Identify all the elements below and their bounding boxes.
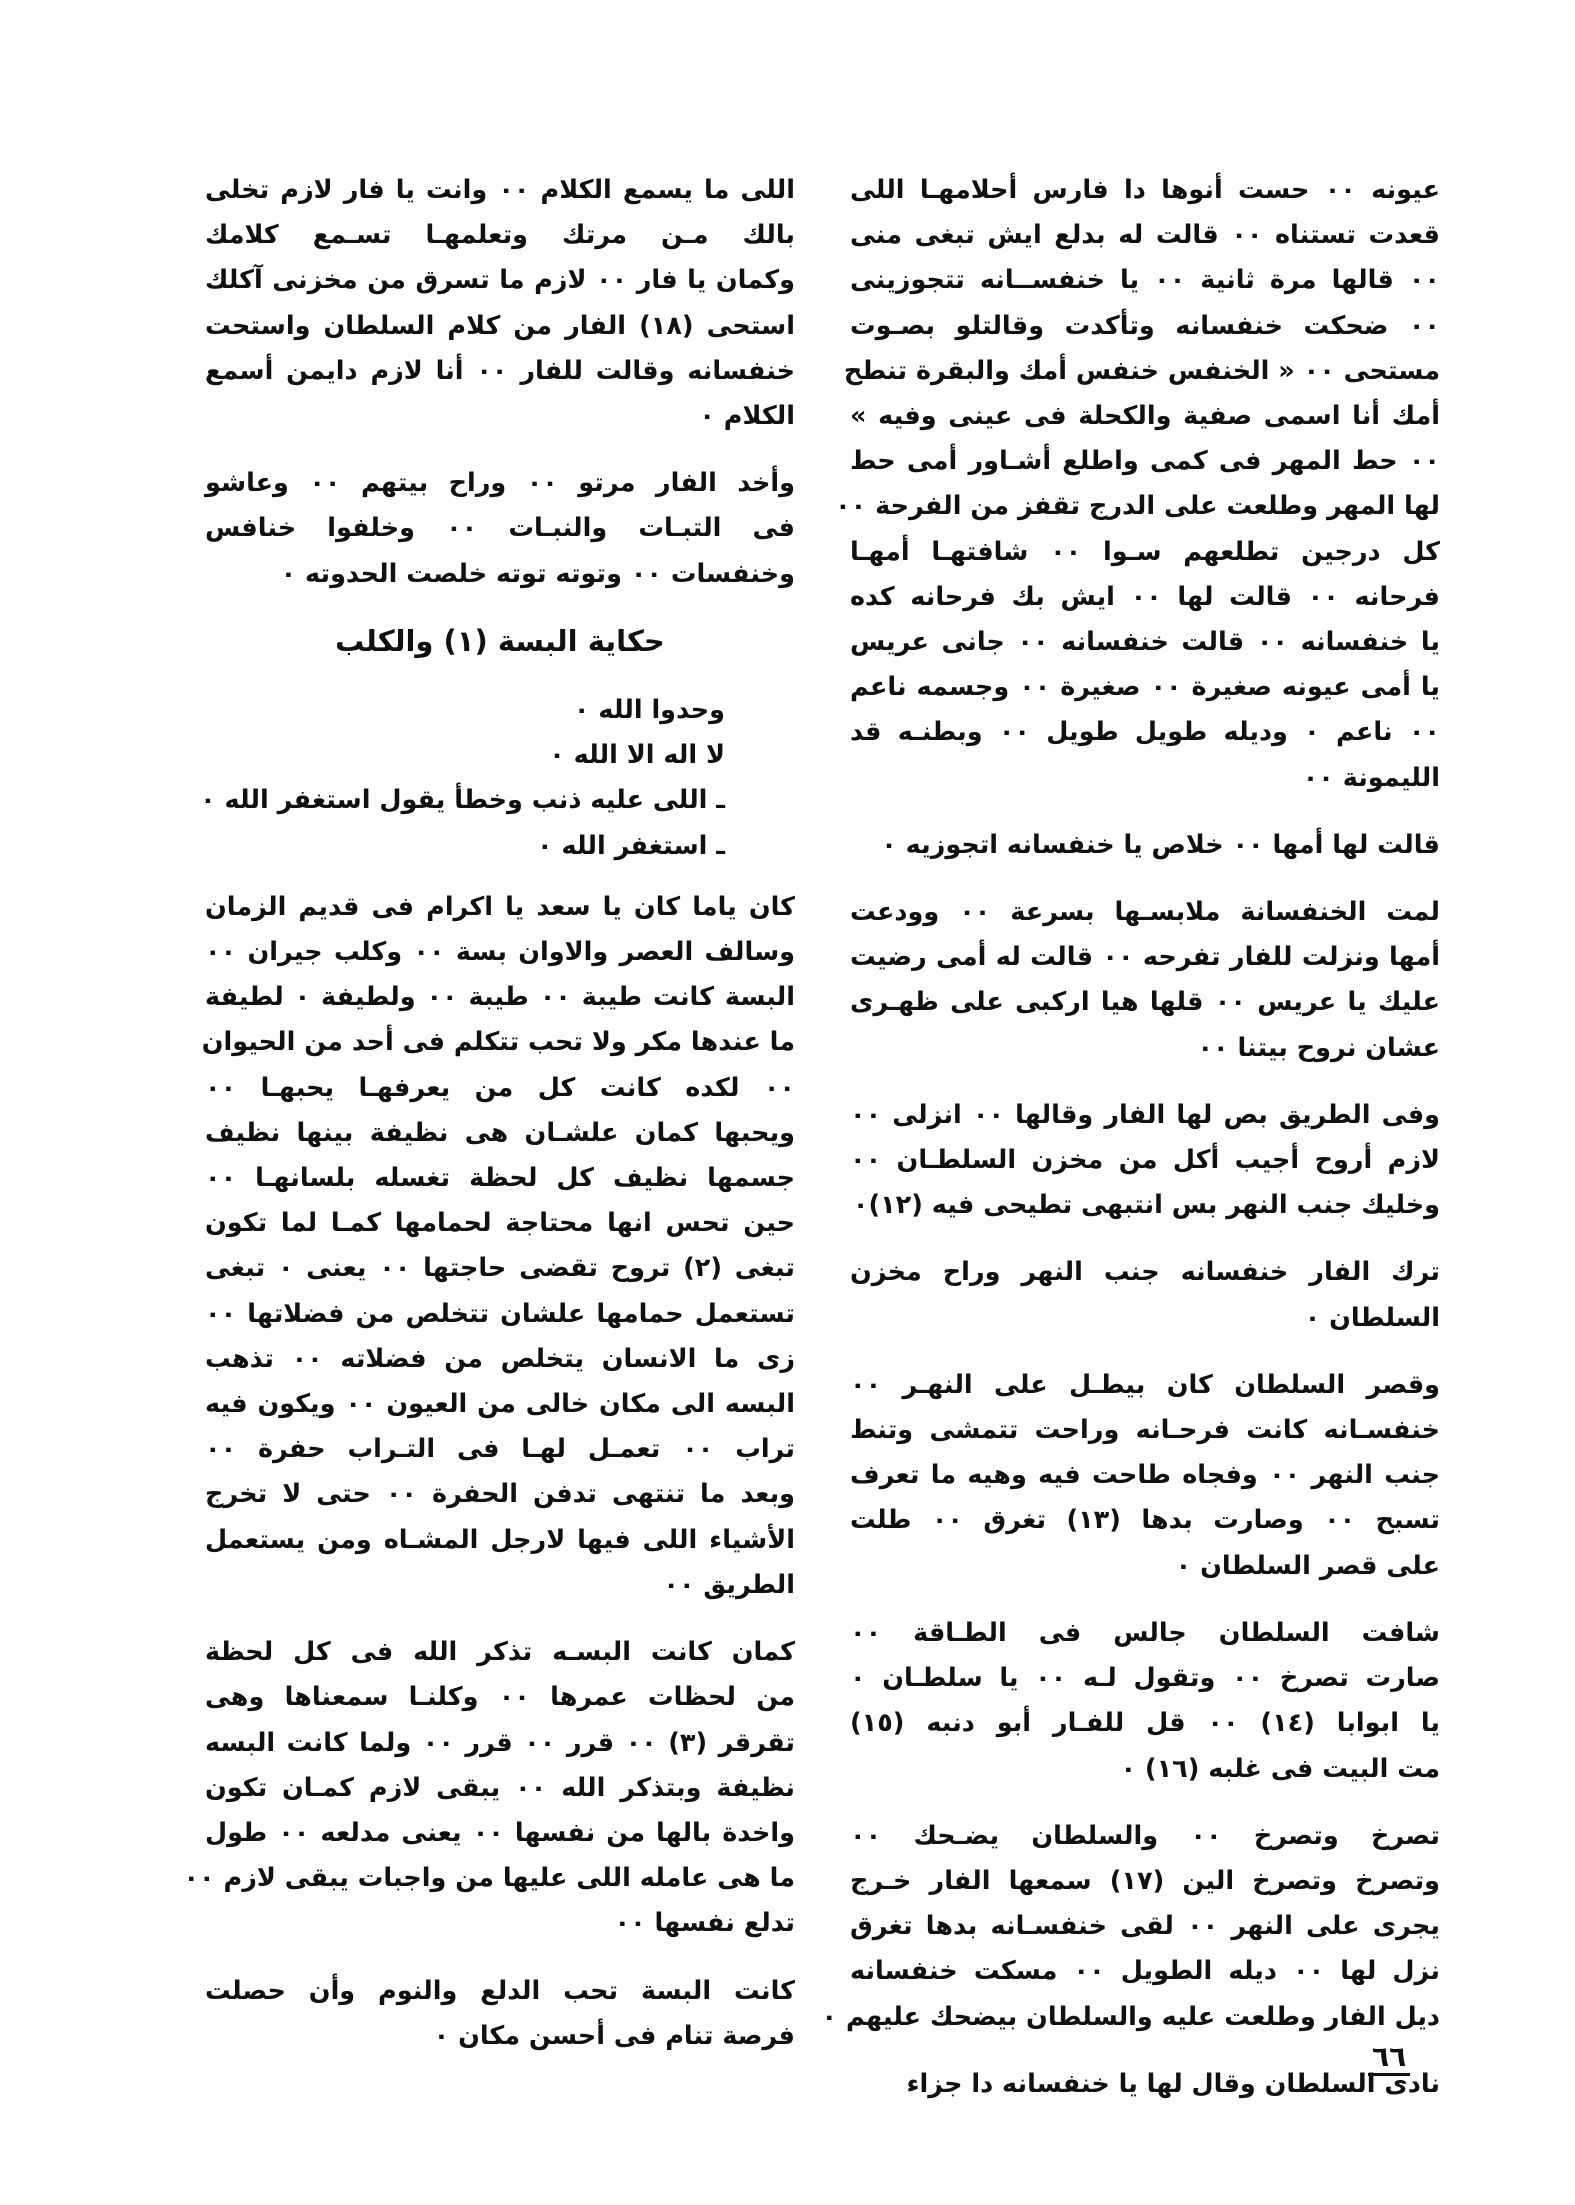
paragraph <box>850 1363 1440 1589</box>
paragraph <box>205 168 795 439</box>
text-line: وبعد ما تنتهى تدفن الحفرة ٠٠ حتى لا تخرج <box>205 1479 795 1510</box>
text-line: وخنفسات ٠٠ وتوته توته خلصت الحدوته ٠ <box>280 558 795 589</box>
paragraph <box>850 823 1440 868</box>
text-line: يا أمى عيونه صغيرة ٠٠ صغيرة ٠٠ وجسمه ناعم <box>850 672 1440 703</box>
text-line: حين تحس انها محتاجة لحمامها كمـا لما تكون <box>205 1208 795 1239</box>
text-line: على قصر السلطان ٠ <box>1175 1550 1440 1581</box>
story-heading: حكاية البسة (١) والكلب <box>335 623 665 658</box>
text-line: ما عندها مكر ولا تحب تتكلم فى أحد من الحيوان <box>201 1027 795 1058</box>
text-line: عليك يا عريس ٠٠ قلها هيا اركبى على ظهـرى <box>850 987 1440 1018</box>
text-line: وسالف العصر والاوان بسة ٠٠ وكلب جيران ٠٠ <box>205 937 796 968</box>
text-line: نادى السلطان وقال لها يا خنفسانه دا جزاء <box>906 2068 1440 2099</box>
text-line: يا ابوابا (١٤) ٠٠ قل للفـار أبو دنبه (١٥) <box>850 1708 1440 1739</box>
text-line: خنفسـانه كانت فرحـانه وراحت تتمشى وتنط <box>850 1415 1440 1446</box>
text-line: بالك مـن مرتك وتعلمهـا تسـمع كلامك <box>205 220 795 251</box>
text-line: فى التبـات والنبـات ٠٠ وخلفوا خنافس <box>205 513 795 544</box>
text-line: الليمونة ٠٠ <box>1302 762 1440 793</box>
text-line: نظيفة وبتذكر الله ٠٠ يبقى لازم كمـان تكون <box>205 1772 795 1803</box>
text-line: البسه الى مكان خالى من العيون ٠٠ ويكون فيه <box>205 1389 795 1420</box>
paragraph <box>850 1611 1440 1792</box>
right-text-column <box>821 168 1441 2129</box>
text-line: ويحبها كمان علشـان هى نظيفة بينها نظيف <box>205 1117 795 1148</box>
text-line: كانت البسة تحب الدلع والنوم وأن حصلت <box>205 1975 795 2006</box>
text-line: لمت الخنفسانة ملابسـها بسرعة ٠٠ وودعت <box>850 897 1441 928</box>
text-line: فرصة تنام فى أحسن مكان ٠ <box>433 2020 795 2051</box>
text-line: تبغى (٢) تروح تقضى حاجتها ٠٠ يعنى ٠ تبغى <box>205 1253 795 1284</box>
text-line: ٠٠ حط المهر فى كمى واطلع أشـاور أمى حط <box>850 446 1440 477</box>
text-line: ديل الفار وطلعت عليه والسلطان بيضحك عليهم ٠ <box>821 2001 1440 2032</box>
text-line: تقرقر (٣) ٠٠ قرر ٠٠ قرر ٠٠ ولما كانت البسه <box>205 1727 796 1758</box>
text-line: كمان كانت البسـه تذكر الله فى كل لحظة <box>205 1637 795 1668</box>
text-line: أمك أنا اسمى صفية والكحلة فى عينى وفيه » <box>850 401 1440 432</box>
text-line: يا خنفسانه ٠٠ قالت خنفسانه ٠٠ جانى عريس <box>850 627 1440 658</box>
text-line: ما هى عامله اللى عليها من واجبات يبقى لازم ٠٠ <box>183 1863 795 1894</box>
paragraph <box>201 885 796 1608</box>
paragraph <box>205 461 795 597</box>
text-line: وحدوا الله ٠ <box>573 695 725 726</box>
text-line: تصرخ وتصرخ ٠٠ والسلطان يضـحك ٠٠ <box>850 1820 1440 1851</box>
text-line: ٠٠ ناعم ٠ وديله طويل طويل ٠٠ وبطنـه قد <box>850 717 1440 748</box>
text-line: تستعمل حمامها علشان تتخلص من فضلاتها ٠٠ <box>205 1298 795 1329</box>
text-line: لها المهر وطلعت على الدرج تقفز من الفرحة ٠٠ <box>835 491 1440 522</box>
text-line: ـ اللى عليه ذنب وخطأ يقول استغفر الله ٠ <box>200 785 725 816</box>
text-line: ٠٠ قالها مرة ثانية ٠٠ يا خنفســانه تتجوزينى <box>850 265 1440 296</box>
text-line: الطريق ٠٠ <box>663 1569 795 1600</box>
text-line: وأخد الفار مرتو ٠٠ وراح بيتهم ٠٠ وعاشو <box>205 468 795 499</box>
text-line: جنب النهر ٠٠ وفجاه طاحت فيه وهيه ما تعرف <box>850 1460 1440 1491</box>
text-line: زى ما الانسان يتخلص من فضلاته ٠٠ تذهب <box>205 1343 796 1374</box>
text-line: الأشياء اللى فيها لارجل المشـاه ومن يستعمل <box>205 1524 795 1555</box>
text-line: خنفسانه وقالت للفار ٠٠ أنا لازم دايمن أسمع <box>205 355 795 386</box>
page-number: ٦٦ <box>1368 2040 1410 2076</box>
text-line: ترك الفار خنفسانه جنب النهر وراح مخزن <box>850 1257 1440 1288</box>
text-line: تسبح ٠٠ وصارت بدها (١٣) تغرق ٠٠ طلت <box>850 1505 1440 1536</box>
paragraph <box>183 1630 796 1946</box>
paragraph <box>850 2062 1440 2107</box>
text-line: وخليك جنب النهر بس انتبهى تطيحى فيه (١٢)٠ <box>852 1190 1440 1221</box>
text-line: قالت لها أمها ٠٠ خلاص يا خنفسانه اتجوزيه ٠ <box>881 829 1440 860</box>
text-line: اللى ما يسمع الكلام ٠٠ وانت يا فار لازم تخلى <box>205 175 795 205</box>
text-line: وفى الطريق بص لها الفار وقالها ٠٠ انزلى ٠٠ <box>850 1099 1440 1130</box>
text-line: تدلع نفسها ٠٠ <box>614 1908 795 1939</box>
text-line: لا اله الا الله ٠ <box>549 740 725 771</box>
paragraph <box>850 890 1440 1071</box>
text-line: عشان نروح بيتنا ٠٠ <box>1197 1032 1440 1063</box>
text-line: وتصرخ وتصرخ الين (١٧) سمعها الفار خـرج <box>850 1865 1440 1896</box>
paragraph <box>850 1093 1440 1229</box>
text-line: صارت تصرخ ٠٠ وتقول لـه ٠٠ يا سلطـان ٠ <box>850 1663 1441 1694</box>
paragraph <box>835 168 1441 801</box>
invocation-lines <box>200 688 795 869</box>
text-line: لازم أروح أجيب أكل من مخزن السلطـان ٠٠ <box>850 1145 1440 1176</box>
text-line: مت البيت فى غلبه (١٦) ٠ <box>1120 1753 1440 1784</box>
text-line: الكلام ٠ <box>699 401 795 432</box>
text-line: يجرى على النهر ٠٠ لقى خنفسـانه بدها تغرق <box>850 1911 1440 1942</box>
paragraph <box>850 1250 1440 1340</box>
text-line: استحى (١٨) الفار من كلام السلطان واستحت <box>205 310 795 341</box>
text-line: كل درجين تطلعهم سـوا ٠٠ شافتهـا أمهـا <box>850 536 1440 567</box>
text-line: السلطان ٠ <box>1304 1302 1440 1333</box>
text-line: جسمها نظيف كل لحظة تغسله بلسانهـا ٠٠ <box>205 1163 795 1194</box>
text-line: فرحانه ٠٠ قالت لها ٠٠ ايش بك فرحانه كده <box>850 581 1441 612</box>
text-line: واخدة بالها من نفسها ٠٠ يعنى مدلعه ٠٠ طول <box>205 1817 796 1848</box>
text-line: تراب ٠٠ تعمـل لهـا فى التـراب حفرة ٠٠ <box>205 1434 795 1465</box>
text-line: مستحى ٠٠ « الخنفس خنفس أمك والبقرة تنطح <box>843 355 1440 386</box>
text-line: ٠٠ ضحكت خنفسانه وتأكدت وقالتلو بصـوت <box>850 310 1440 341</box>
text-line: وقصر السلطان كان بيطـل على النهـر ٠٠ <box>850 1369 1440 1400</box>
text-line: شافت السلطان جالس فى الطـاقة ٠٠ <box>850 1617 1440 1648</box>
text-line: ٠٠ لكده كانت كل من يعرفهـا يحبهـا ٠٠ <box>205 1072 795 1103</box>
paragraph <box>205 1969 795 2059</box>
text-line: وكمان يا فار ٠٠ لازم ما تسرق من مخزنى آكلك <box>205 265 795 296</box>
text-line: أمها ونزلت للفار تفرحه ٠٠ قالت له أمى رضيت <box>850 942 1440 973</box>
text-line: نزل لها ٠٠ ديله الطويل ٠٠ مسكت خنفسانه <box>850 1956 1440 1987</box>
paragraph <box>821 1814 1440 2040</box>
left-text-column <box>183 168 796 2081</box>
text-line: من لحظات عمرها ٠٠ وكلنـا سمعناها وهى <box>205 1682 796 1713</box>
text-line: عيونه ٠٠ حست أنوها دا فارس أحلامهـا اللى <box>850 175 1441 205</box>
text-line: قعدت تستناه ٠٠ قالت له بدلع ايش تبغى منى <box>850 220 1441 251</box>
text-line: كان ياما كان يا سعد يا اكرام فى قديم الزمان <box>205 891 795 922</box>
text-line: ـ استغفر الله ٠ <box>537 830 725 861</box>
text-line: البسة كانت طيبة ٠٠ طيبة ٠٠ ولطيفة ٠ لطيفة <box>205 982 795 1013</box>
